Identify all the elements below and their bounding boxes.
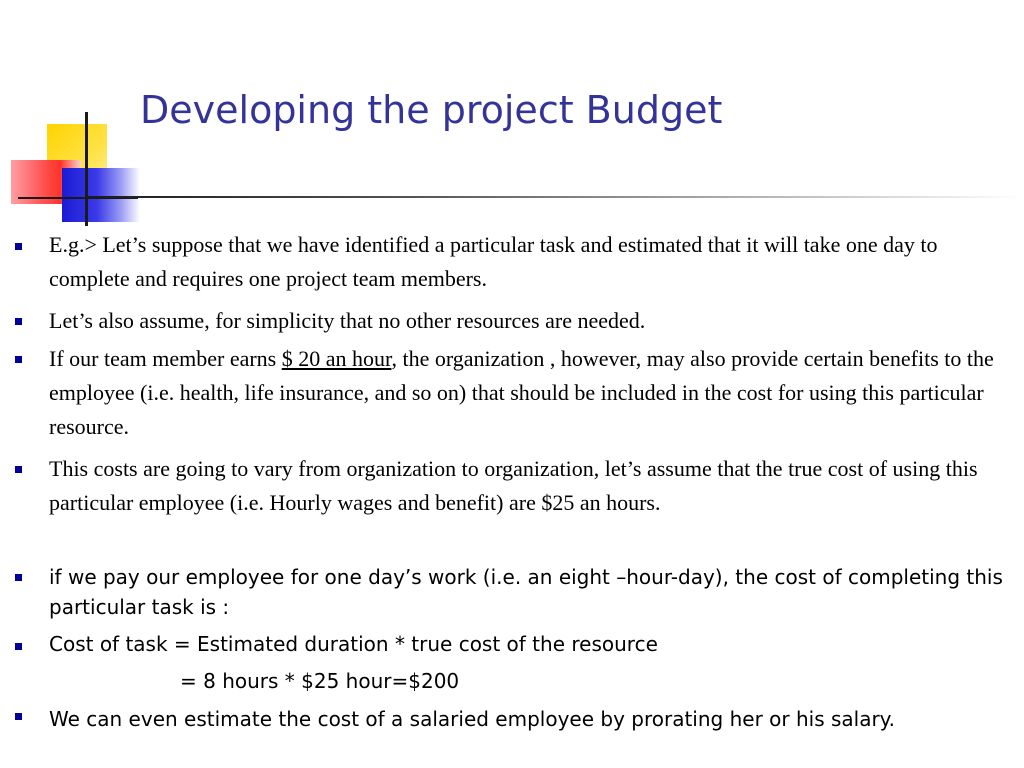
bullet-text: We can even estimate the cost of a salaried employee by prorating her or his salary. — [49, 707, 896, 731]
bullet-marker-icon — [15, 574, 22, 581]
bullet-marker-icon — [15, 243, 22, 250]
logo-blue-square — [62, 168, 140, 222]
bullet-marker-icon — [15, 643, 22, 650]
bullet-text: Let’s also assume, for simplicity that no other resources are needed. — [49, 308, 646, 333]
bullet-text-part: , the organization , however, may also provide certain benefits to the employee (i.e. health, life insurance, and so on) that should be included in the cost for using this particular resource. — [49, 346, 994, 439]
title-divider — [88, 196, 1024, 198]
bullet-text — [49, 342, 1017, 444]
bullet-text-part: If our team member earns — [49, 346, 282, 371]
bullet-marker-icon — [15, 356, 22, 363]
bullet-text: This costs are going to vary from organization to organization, let’s assume that the true cost of using this particular employee (i.e. Hourly wages and benefit) are $25 an hours. — [49, 456, 978, 515]
formula-line: = 8 hours * $25 hour=$200 — [180, 669, 460, 693]
hourly-rate-text: $ 20 an hour — [281, 346, 392, 371]
bullet-text: if we pay our employee for one day’s work (i.e. an eight –hour-day), the cost of completing this particular task is : — [49, 565, 1003, 619]
slide-title: Developing the project Budget — [140, 88, 723, 132]
logo-vertical-line — [85, 112, 88, 226]
bullet-text: Cost of task = Estimated duration * true cost of the resource — [49, 632, 658, 656]
bullet-marker-icon — [15, 318, 22, 325]
bullet-marker-icon — [15, 466, 22, 473]
bullet-text: E.g.> Let’s suppose that we have identified a particular task and estimated that it will take one day to complete and requires one project team members. — [49, 232, 938, 291]
slide-logo — [0, 0, 150, 240]
bullet-marker-icon — [15, 713, 22, 720]
